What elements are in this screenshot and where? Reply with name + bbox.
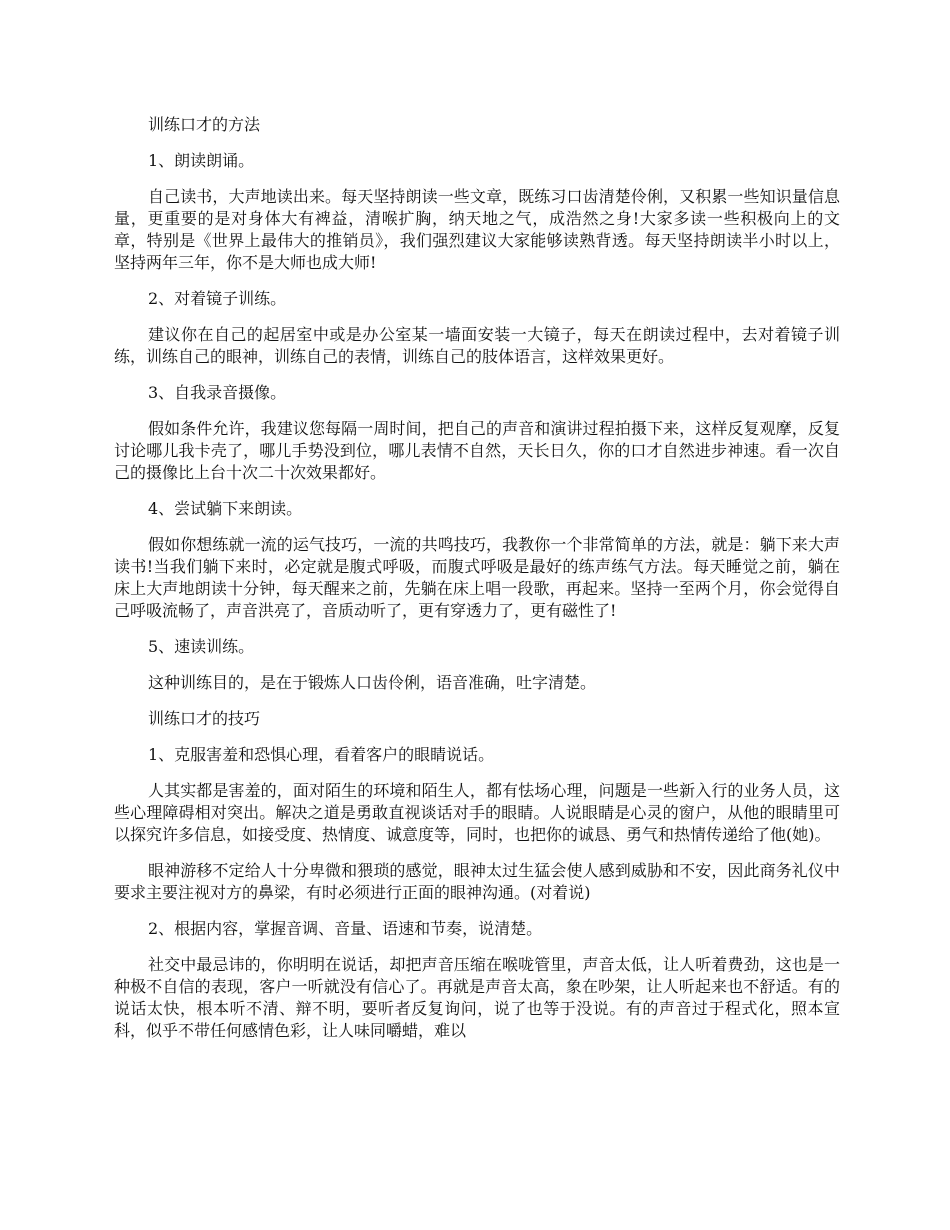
paragraph: 人其实都是害羞的，面对陌生的环境和陌生人，都有怯场心理，问题是一些新入行的业务人员，这些心理障碍相对突出。解决之道是勇敢直视谈话对手的眼睛。人说眼睛是心灵的窗户，从他的眼睛里可以探究许多信息，如接受度、热情度、诚意度等，同时，也把你的诚恳、勇气和热情传递给了他(她)。 [114, 781, 840, 844]
item-voice-control: 2、根据内容，掌握音调、音量、语速和节奏，说清楚。 [148, 919, 543, 938]
item-speed-reading: 5、速读训练。 [148, 637, 255, 656]
item-mirror-training: 2、对着镜子训练。 [148, 289, 287, 308]
heading-techniques: 训练口才的技巧 [148, 709, 261, 728]
item-self-recording: 3、自我录音摄像。 [148, 383, 287, 402]
paragraph: 建议你在自己的起居室中或是办公室某一墙面安装一大镜子，每天在朗读过程中，去对着镜子训练，训练自己的眼神，训练自己的表情，训练自己的肢体语言，这样效果更好。 [114, 325, 840, 366]
paragraph: 眼神游移不定给人十分卑微和猥琐的感觉，眼神太过生猛会使人感到威胁和不安，因此商务礼仪中要求主要注视对方的鼻梁，有时必须进行正面的眼神沟通。(对着说) [114, 861, 840, 902]
paragraph: 社交中最忌讳的，你明明在说话，却把声音压缩在喉咙管里，声音太低，让人听着费劲，这也是一种极不自信的表现，客户一听就没有信心了。再就是声音太高，象在吵架，让人听起来也不舒适。有的说话太快，根本听不清、辩不明，要听者反复询问，说了也等于没说。有的声音过于程式化，照本宣科，似乎不带任何感情色彩，让人味同嚼蜡，难以 [114, 955, 840, 1040]
item-lying-down-reading: 4、尝试躺下来朗读。 [148, 499, 303, 518]
item-reading-aloud: 1、朗读朗诵。 [148, 151, 255, 170]
paragraph: 自己读书，大声地读出来。每天坚持朗读一些文章，既练习口齿清楚伶俐，又积累一些知识量信息量，更重要的是对身体大有裨益，清喉扩胸，纳天地之气，成浩然之身!大家多读一些积极向上的文章，特别是《世界上最伟大的推销员》，我们强烈建议大家能够读熟背透。每天坚持朗读半小时以上，坚持两年三年，你不是大师也成大师! [114, 187, 840, 272]
document-page [114, 114, 840, 1056]
heading-methods: 训练口才的方法 [148, 115, 261, 134]
item-overcome-shyness: 1、克服害羞和恐惧心理，看着客户的眼睛说话。 [148, 745, 495, 764]
paragraph: 这种训练目的，是在于锻炼人口齿伶俐，语音准确，吐字清楚。 [148, 673, 597, 692]
paragraph: 假如你想练就一流的运气技巧，一流的共鸣技巧，我教你一个非常简单的方法，就是：躺下来大声读书!当我们躺下来时，必定就是腹式呼吸，而腹式呼吸是最好的练声练气方法。每天睡觉之前，躺在床上大声地朗读十分钟，每天醒来之前，先躺在床上唱一段歌，再起来。坚持一至两个月，你会觉得自己呼吸流畅了，声音洪亮了，音质动听了，更有穿透力了，更有磁性了! [114, 535, 840, 620]
paragraph: 假如条件允许，我建议您每隔一周时间，把自己的声音和演讲过程拍摄下来，这样反复观摩，反复讨论哪儿我卡壳了，哪儿手势没到位，哪儿表情不自然，天长日久，你的口才自然进步神速。看一次自己的摄像比上台十次二十次效果都好。 [114, 419, 840, 482]
